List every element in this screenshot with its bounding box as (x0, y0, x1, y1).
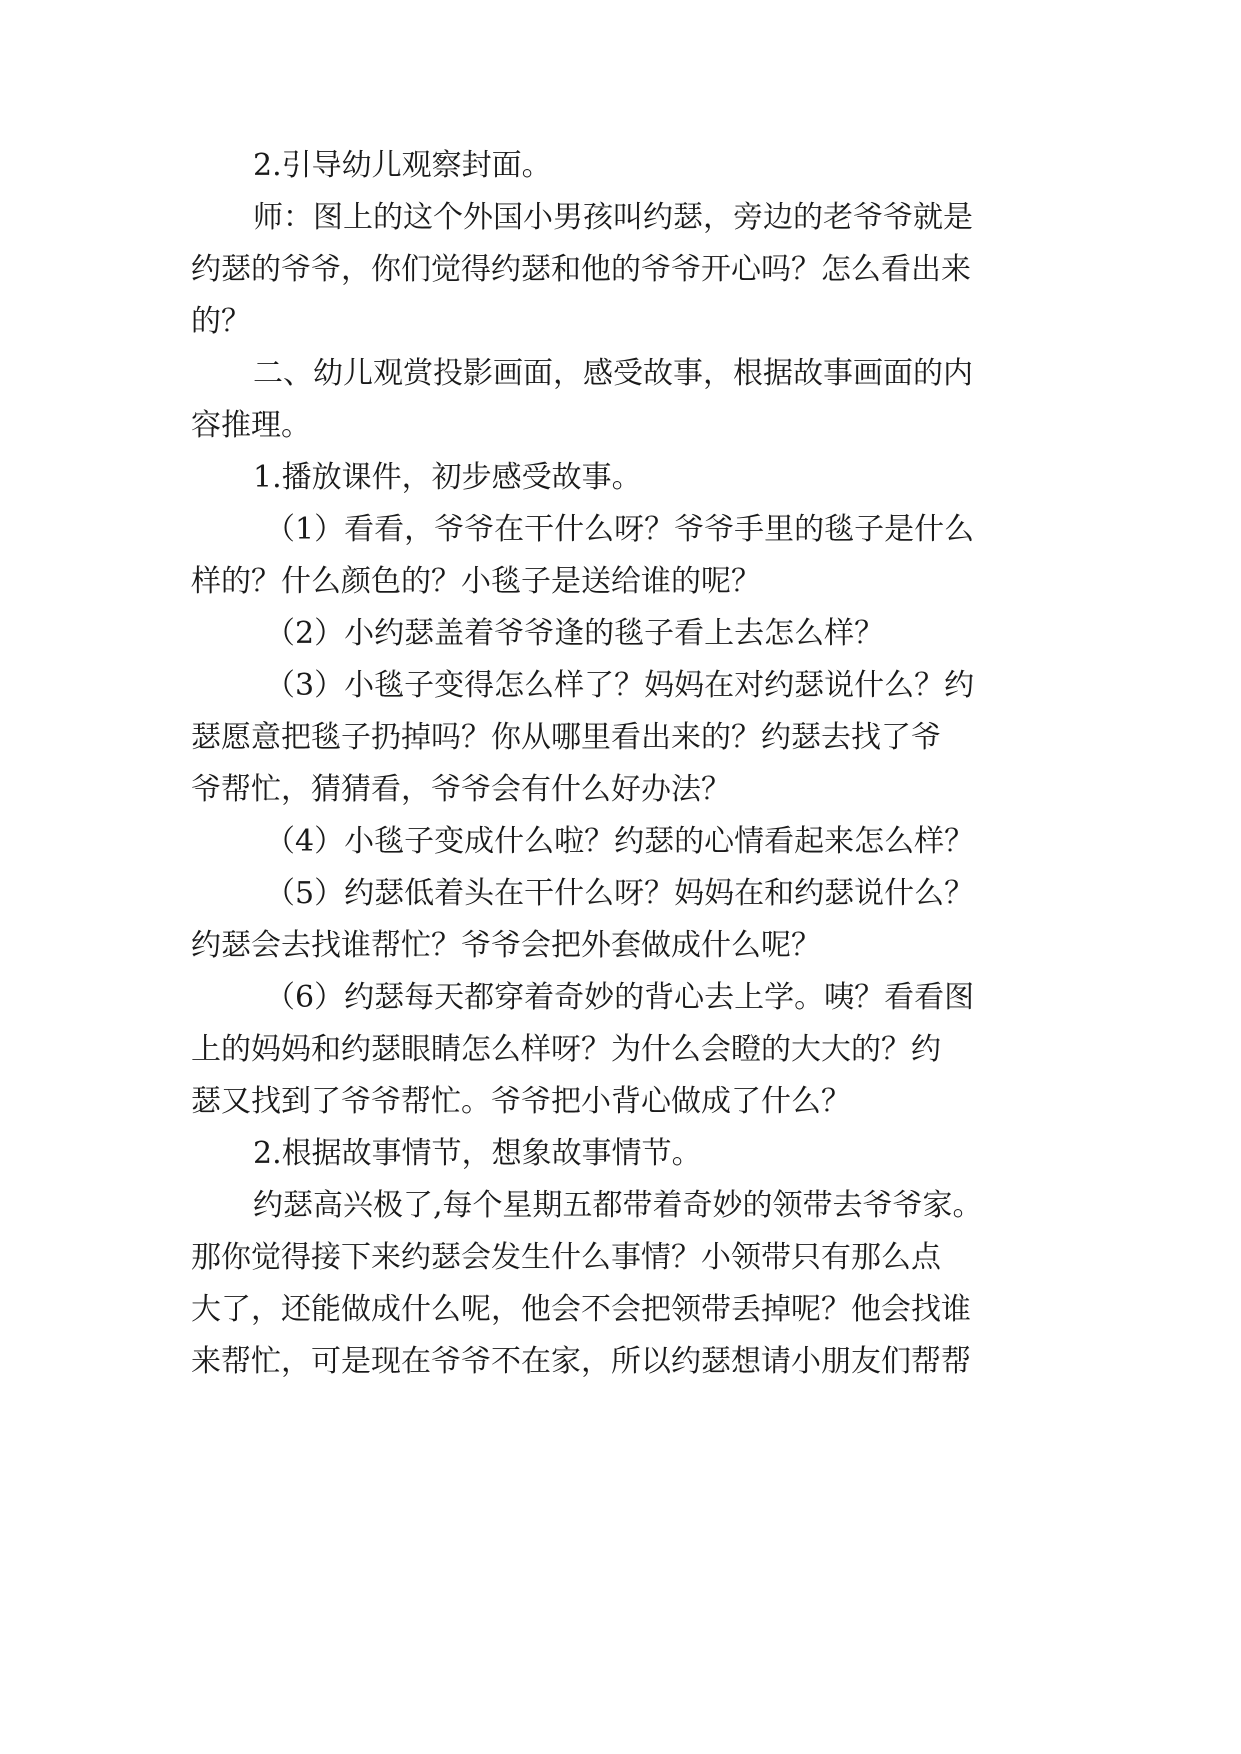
text-line-06: 容推理。 (191, 408, 311, 443)
text-line-22: 那你觉得接下来约瑟会发生什么事情？小领带只有那么点 (191, 1240, 941, 1275)
text-line-07: 1.播放课件，初步感受故事。 (253, 460, 642, 495)
text-line-20: 2.根据故事情节，想象故事情节。 (253, 1136, 702, 1171)
text-line-10: （2）小约瑟盖着爷爷逢的毯子看上去怎么样？ (265, 616, 885, 651)
text-line-19: 瑟又找到了爷爷帮忙。爷爷把小背心做成了什么？ (191, 1084, 851, 1119)
text-line-18: 上的妈妈和约瑟眼睛怎么样呀？为什么会瞪的大大的？约 (191, 1032, 941, 1067)
text-line-16: 约瑟会去找谁帮忙？爷爷会把外套做成什么呢？ (191, 928, 821, 963)
text-line-17: （6）约瑟每天都穿着奇妙的背心去上学。咦？看看图 (265, 980, 975, 1015)
text-line-03: 约瑟的爷爷，你们觉得约瑟和他的爷爷开心吗？怎么看出来 (191, 252, 971, 287)
text-line-14: （4）小毯子变成什么啦？约瑟的心情看起来怎么样？ (265, 824, 975, 859)
text-line-23: 大了，还能做成什么呢，他会不会把领带丢掉呢？他会找谁 (191, 1292, 971, 1327)
text-line-15: （5）约瑟低着头在干什么呀？妈妈在和约瑟说什么？ (265, 876, 975, 911)
text-line-01: 2.引导幼儿观察封面。 (253, 148, 552, 183)
text-line-13: 爷帮忙，猜猜看，爷爷会有什么好办法？ (191, 772, 731, 807)
text-line-21: 约瑟高兴极了,每个星期五都带着奇妙的领带去爷爷家。 (253, 1188, 983, 1223)
text-line-08: （1）看看，爷爷在干什么呀？爷爷手里的毯子是什么 (265, 512, 975, 547)
text-line-04: 的？ (191, 304, 251, 339)
text-line-24: 来帮忙，可是现在爷爷不在家，所以约瑟想请小朋友们帮帮 (191, 1344, 971, 1379)
text-line-05: 二、幼儿观赏投影画面，感受故事，根据故事画面的内 (253, 356, 973, 391)
text-line-09: 样的？什么颜色的？小毯子是送给谁的呢？ (191, 564, 761, 599)
text-line-11: （3）小毯子变得怎么样了？妈妈在对约瑟说什么？约 (265, 668, 975, 703)
text-line-12: 瑟愿意把毯子扔掉吗？你从哪里看出来的？约瑟去找了爷 (191, 720, 941, 755)
text-line-02: 师：图上的这个外国小男孩叫约瑟，旁边的老爷爷就是 (253, 200, 973, 235)
